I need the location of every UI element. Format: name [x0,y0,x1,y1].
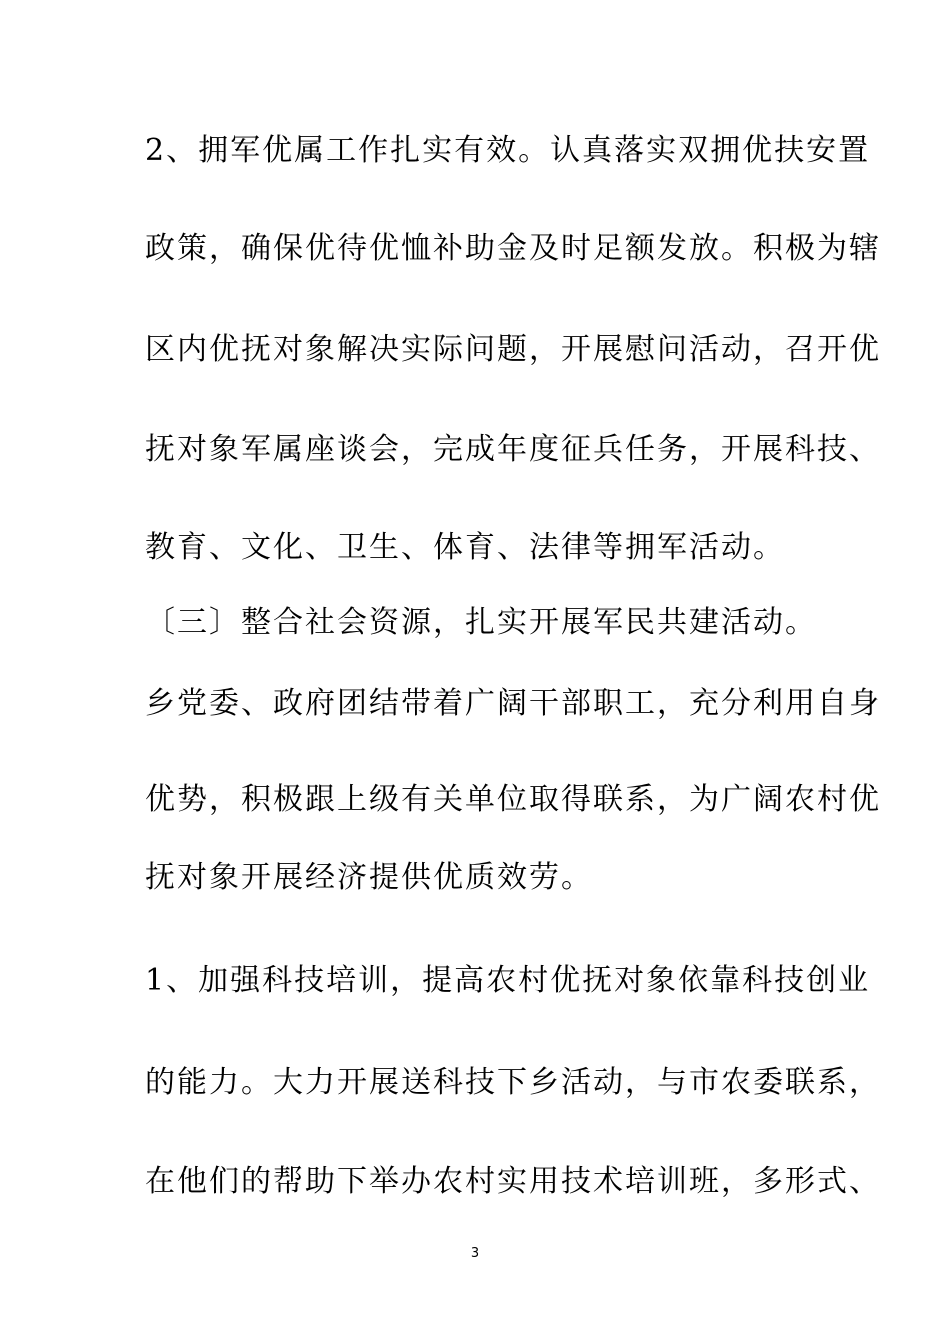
text-line: 优势，积极跟上级有关单位取得联系，为广阔农村优 [145,782,881,817]
text-line: 的能力。大力开展送科技下乡活动，与市农委联系， [145,1065,881,1100]
page-number: 3 [470,1246,480,1261]
text-line: 教育、文化、卫生、体育、法律等拥军活动。 [145,530,785,565]
text-line: 抚对象军属座谈会，完成年度征兵任务，开展科技、 [145,432,881,467]
text-line: 1、加强科技培训，提高农村优抚对象依靠科技创业 [145,963,871,998]
text-line: 乡党委、政府团结带着广阔干部职工，充分利用自身 [145,686,881,721]
text-line: 2、拥军优属工作扎实有效。认真落实双拥优扶安置 [145,133,871,168]
text-line: 政策，确保优待优恤补助金及时足额发放。积极为辖 [145,231,881,266]
text-line: 抚对象开展经济提供优质效劳。 [145,860,593,895]
text-line: 在他们的帮助下举办农村实用技术培训班，多形式、 [145,1164,881,1199]
text-line: 区内优抚对象解决实际问题，开展慰问活动，召开优 [145,332,881,367]
section-heading: 〔三〕整合社会资源，扎实开展军民共建活动。 [145,605,817,640]
